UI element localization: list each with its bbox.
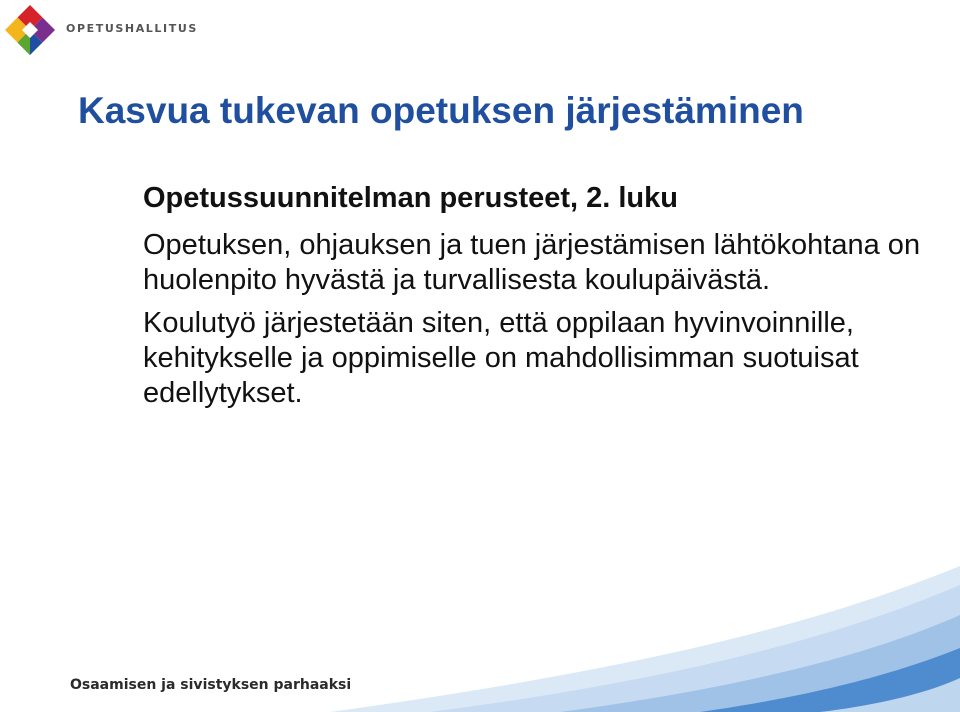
paragraph-2: Koulutyö järjestetään siten, että oppilaan hyvinvoinnille, kehitykselle ja oppimiselle on mahdollisimman suotuisat edellytykset. — [143, 307, 859, 409]
slide-subheading: Opetussuunnitelman perusteet, 2. luku — [143, 182, 678, 214]
slide-body — [143, 178, 933, 419]
paragraph-1: Opetuksen, ohjauksen ja tuen järjestämisen lähtökohtana on huolenpito hyvästä ja turvallisesta koulupäivästä. — [143, 229, 921, 296]
footer-tagline: Osaamisen ja sivistyksen parhaaksi — [70, 677, 352, 693]
slide-title: Kasvua tukevan opetuksen järjestäminen — [78, 90, 804, 131]
diamond-logo-icon — [4, 4, 56, 56]
org-name: OPETUSHALLITUS — [66, 22, 198, 35]
